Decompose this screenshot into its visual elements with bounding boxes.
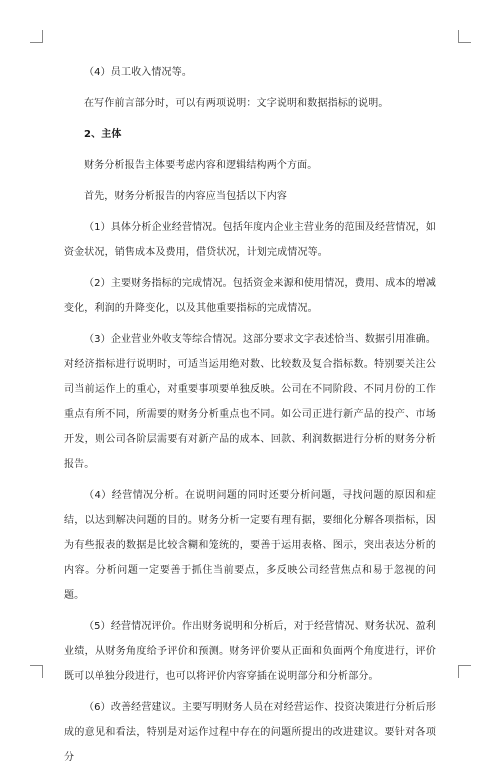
paragraph-item-5-evaluation: （5）经营情况评价。作出财务说明和分析后，对于经营情况、财务状况、盈利业绩，从财务角度给予评价和预测。财务评价要从正面和负面两个角度进行，评价既可以单独分段进行，也可以将评价内容穿插在说明部分和分析部分。 [64, 621, 436, 682]
paragraph-item-4-analysis: （4）经营情况分析。在说明问题的同时还要分析问题，寻找问题的原因和症结，以达到解决问题的目的。财务分析一定要有理有据，要细化分解各项指标，因为有些报表的数据是比较含糊和笼统的，要善于运用表格、图示，突出表达分析的内容。分析问题一定要善于抓住当前要点，多反映公司经营焦点和易于忽视的问题。 [64, 490, 436, 601]
crop-mark-top-right [458, 30, 471, 43]
paragraph-content-list-intro: 首先，财务分析报告的内容应当包括以下内容 [84, 191, 287, 202]
paragraph-preface-notes: 在写作前言部分时，可以有两项说明：文字说明和数据指标的说明。 [84, 98, 389, 109]
paragraph-main-body-intro: 财务分析报告主体要考虑内容和逻辑结构两个方面。 [84, 160, 318, 171]
paragraph-item-6-suggestions: （6）改善经营建议。主要写明财务人员在对经营运作、投资决策进行分析后形成的意见和看法，特别是对运作过程中存在的问题所提出的改进建议。要针对各项分 [64, 702, 436, 763]
paragraph-item-3-non-operating: （3）企业营业外收支等综合情况。这部分要求文字表述恰当、数据引用准确。对经济指标进行说明时，可适当运用绝对数、比较数及复合指标数。特别要关注公司当前运作上的重心，对重要事项要单独反映。公司在不同阶段、不同月份的工作重点有所不同，所需要的财务分析重点也不同。如公司正进行新产品的投产、市场开发，则公司各阶层需要有对新产品的成本、回款、利润数据进行分析的财务分析报告。 [64, 334, 436, 470]
paragraph-staff-income: （4）员工收入情况等。 [84, 67, 193, 78]
paragraph-item-2-indicators: （2）主要财务指标的完成情况。包括资金来源和使用情况，费用、成本的增减变化，利润的升降变化，以及其他重要指标的完成情况。 [64, 278, 436, 314]
crop-mark-top-left [30, 30, 43, 43]
paragraph-item-1-operations: （1）具体分析企业经营情况。包括年度内企业主营业务的范围及经营情况，如资金状况，销售成本及费用，借贷状况，计划完成情况等。 [64, 222, 436, 258]
document-body [64, 60, 436, 776]
crop-mark-bottom-right [458, 665, 471, 678]
crop-mark-bottom-left [30, 665, 43, 678]
section-heading-main-body: 2、主体 [84, 129, 122, 140]
